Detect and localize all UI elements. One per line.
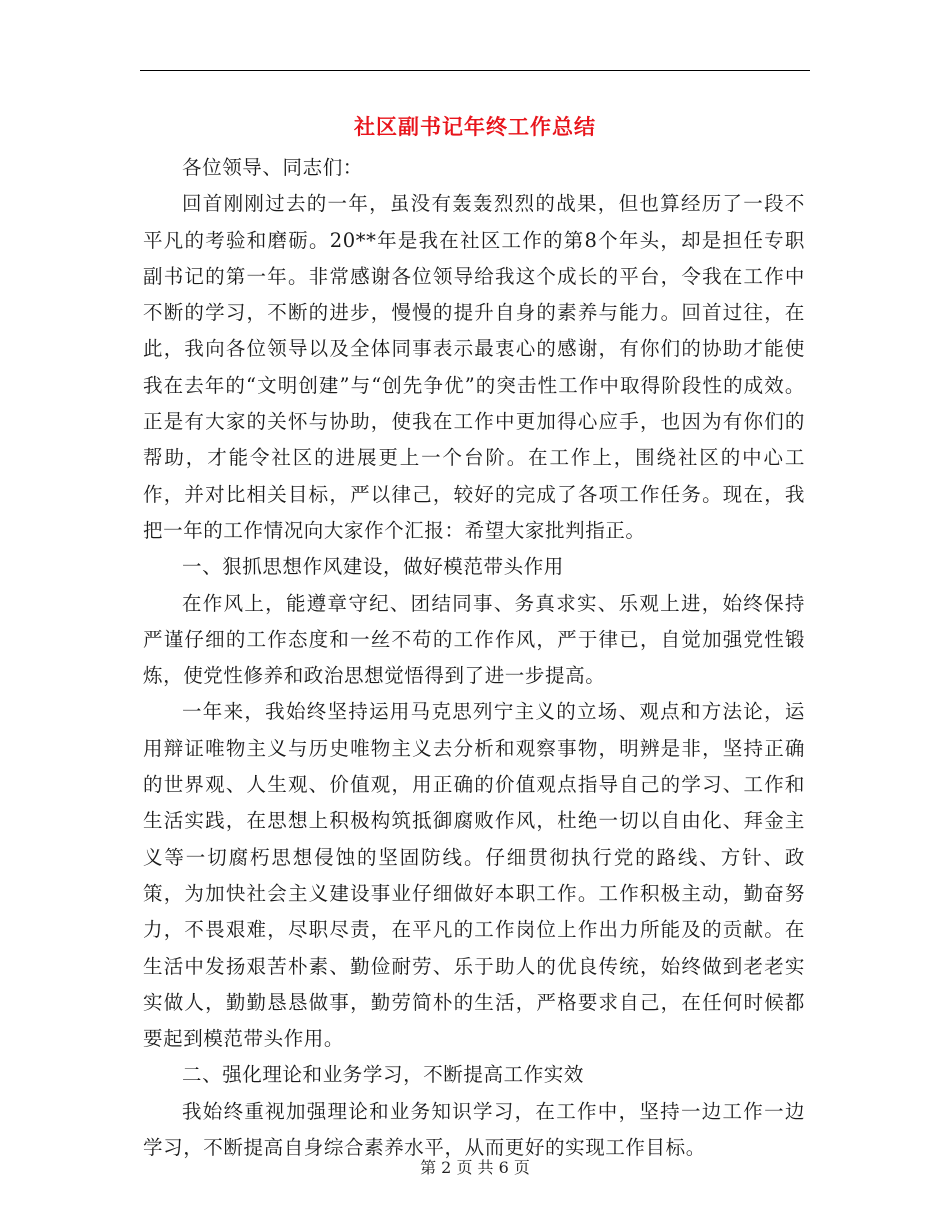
intro-paragraph: 回首刚刚过去的一年，虽没有轰轰烈烈的战果，但也算经历了一段不平凡的考验和磨砺。20**年是我在社区工作的第8个年头，却是担任专职副书记的第一年。非常感谢各位领导给我这个成长的平台，令我在工作中不断的学习，不断的进步，慢慢的提升自身的素养与能力。回首过往，在此，我向各位领导以及全体同事表示最衷心的感谢，有你们的协助才能使我在去年的“文明创建”与“创先争优”的突击性工作中取得阶段性的成效。正是有大家的关怀与协助，使我在工作中更加得心应手，也因为有你们的帮助，才能令社区的进展更上一个台阶。在工作上，围绕社区的中心工作，并对比相关目标，严以律己，较好的完成了各项工作任务。现在，我把一年的工作情况向大家作个汇报：希望大家批判指正。: [143, 192, 805, 542]
section-heading-1: 一、狠抓思想作风建设，做好模范带头作用: [182, 555, 564, 579]
page-number-footer: 第 2 页 共 6 页: [420, 1158, 530, 1177]
header-rule: [140, 70, 810, 71]
document-body: [143, 150, 805, 1166]
greeting-paragraph: 各位领导、同志们：: [182, 156, 363, 179]
section-1-paragraph-1: 在作风上，能遵章守纪、团结同事、务真求实、乐观上进，始终保持严谨仔细的工作态度和一丝不苟的工作作风，严于律已，自觉加强党性锻炼，使党性修养和政治思想觉悟得到了进一步提高。: [143, 591, 805, 688]
section-heading-2: 二、强化理论和业务学习，不断提高工作实效: [182, 1063, 585, 1087]
section-2-paragraph-1: 我始终重视加强理论和业务知识学习，在工作中，坚持一边工作一边学习，不断提高自身综合素养水平，从而更好的实现工作目标。: [143, 1099, 805, 1160]
document-title: 社区副书记年终工作总结: [354, 114, 596, 139]
section-1-paragraph-2: 一年来，我始终坚持运用马克思列宁主义的立场、观点和方法论，运用辩证唯物主义与历史唯物主义去分析和观察事物，明辨是非，坚持正确的世界观、人生观、价值观，用正确的价值观点指导自己的学习、工作和生活实践，在思想上积极构筑抵御腐败作风，杜绝一切以自由化、拜金主义等一切腐朽思想侵蚀的坚固防线。仔细贯彻执行党的路线、方针、政策，为加快社会主义建设事业仔细做好本职工作。工作积极主动，勤奋努力，不畏艰难，尽职尽责，在平凡的工作岗位上作出力所能及的贡献。在生活中发扬艰苦朴素、勤俭耐劳、乐于助人的优良传统，始终做到老老实实做人，勤勤恳恳做事，勤劳简朴的生活，严格要求自己，在任何时候都要起到模范带头作用。: [143, 700, 805, 1051]
